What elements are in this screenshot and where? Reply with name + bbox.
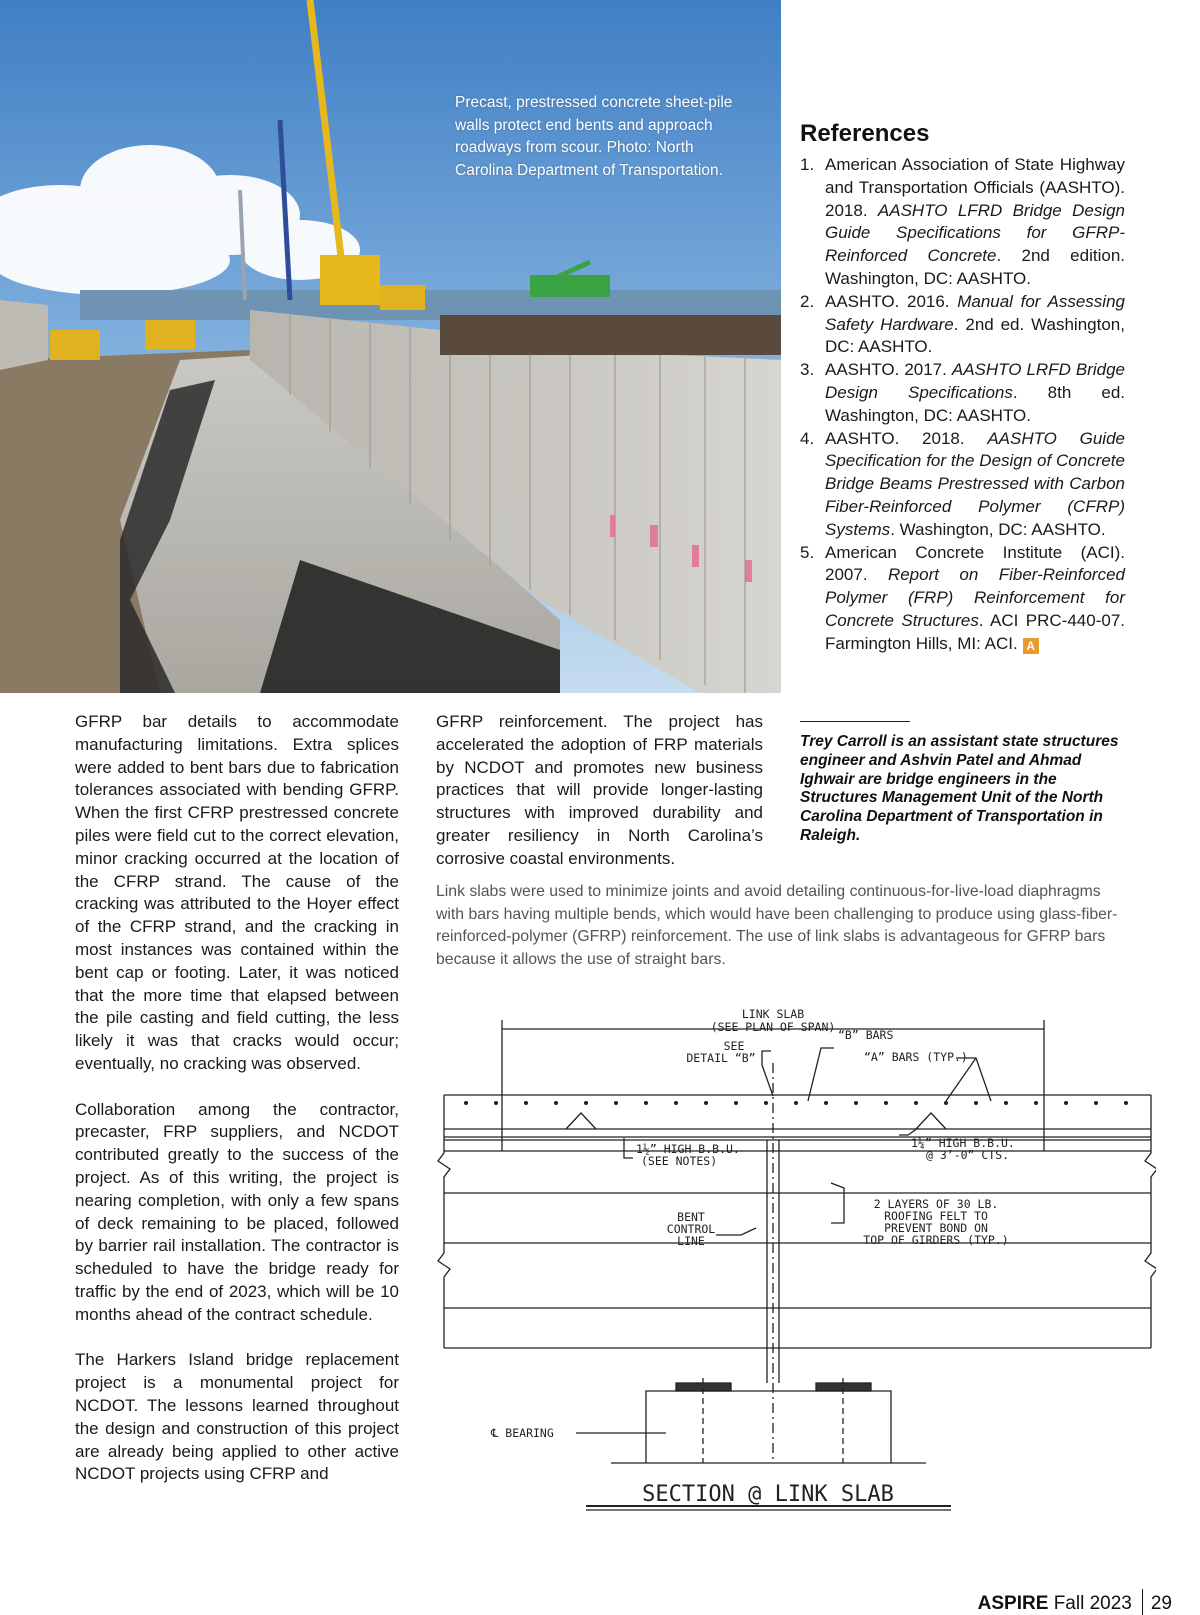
references-section <box>800 120 1125 656</box>
references-heading: References <box>800 120 930 147</box>
reference-publisher: . 2nd edition. Washington, DC: AASHTO. <box>825 246 1125 288</box>
construction-photo <box>0 0 781 693</box>
label-bent-1: BENT <box>677 1210 705 1224</box>
label-bbu-right-1: 1¼” HIGH B.B.U. <box>911 1136 1015 1150</box>
reference-item <box>800 291 1125 359</box>
reference-item <box>800 359 1125 427</box>
link-slab-section-drawing <box>436 1003 1156 1543</box>
reference-title: AASHTO Guide Specification for the Design of Concrete Bridge Beams Prestressed with Carbon Fiber-Reinforced Polymer (CFRP) Systems <box>825 428 1125 539</box>
reference-author-year: AASHTO. 2018. <box>825 428 988 448</box>
reference-publisher: . 8th ed. Washington, DC: AASHTO. <box>825 382 1125 425</box>
body-column-2 <box>436 711 763 893</box>
label-felt-1: 2 LAYERS OF 30 LB. <box>873 1197 999 1211</box>
label-bent-3: LINE <box>677 1234 705 1248</box>
label-see: SEE <box>723 1039 745 1053</box>
references-list <box>800 154 1125 656</box>
label-bbu-left-2: (SEE NOTES) <box>641 1154 718 1168</box>
reference-title: AASHTO LRFD Bridge Design Specifications <box>825 360 1125 402</box>
section-title: SECTION @ LINK SLAB <box>642 1482 894 1507</box>
label-bbu-left-1: 1½” HIGH B.B.U. <box>636 1142 740 1156</box>
reference-item <box>800 154 1125 291</box>
reference-author-year: American Association of State Highway and Transportation Officials (AASHTO). 2018. <box>825 155 1125 220</box>
paragraph: Collaboration among the contractor, precaster, FRP suppliers, and NCDOT contributed greatly to the success of the project. As of this writing, the project is nearing completion, with only a few spans of deck remaining to be placed, followed by barrier rail installation. The contractor is scheduled to have the bridge ready for traffic by the end of 2023, which will be 10 months ahead of the contract schedule. <box>75 1099 399 1324</box>
paragraph: GFRP reinforcement. The project has accelerated the adoption of FRP materials by NCDOT and promotes new business practices that will provide longer-lasting structures with improved durability and greater resiliency in North Carolina’s corrosive coastal environments. <box>436 712 763 868</box>
label-felt-3: PREVENT BOND ON <box>884 1221 988 1235</box>
reference-publisher: . Washington, DC: AASHTO. <box>890 519 1106 539</box>
reference-number: 3. <box>800 360 815 380</box>
reference-author-year: American Concrete Institute (ACI). 2007. <box>825 542 1125 585</box>
reference-title: AASHTO LFRD Bridge Design Guide Specifications for GFRP-Reinforced Concrete <box>825 200 1126 266</box>
reference-publisher: . ACI PRC-440-07. Farmington Hills, MI: ACI. <box>825 610 1125 653</box>
bio-divider <box>800 721 910 722</box>
reference-title: Report on Fiber-Reinforced Polymer (FRP) Reinforcement for Concrete Structures <box>825 565 1125 630</box>
footer-divider <box>1142 1589 1143 1615</box>
author-bio: Trey Carroll is an assistant state structures engineer and Ashvin Patel and Ahmad Ighwair are bridge engineers in the Structures Management Unit of the North Carolina Department of Transportation in Raleigh. <box>800 733 1119 844</box>
reference-author-year: AASHTO. 2017. <box>825 360 952 380</box>
magazine-name: ASPIRE <box>977 1593 1049 1614</box>
section-drawing-svg <box>436 1003 1156 1543</box>
label-b-bars: “B” BARS <box>838 1028 894 1042</box>
reference-author-year: AASHTO. 2016. <box>825 291 958 311</box>
paragraph: GFRP bar details to accommodate manufacturing limitations. Extra splices were added to bent bars due to fabrication tolerances associated with bending GFRP. When the first CFRP prestressed concrete piles were field cut to the correct elevation, minor cracking occurred at the location of the CFRP strand. The cause of the cracking was attributed to the Hoyer effect of the CFRP strand, and the cracking in most instances was contained within the bent cap or footing. Later, it was noticed that the more time that elapsed between the pile casting and field cutting, the less likely it was that cracks would occur; eventually, no cracking was observed. <box>75 712 399 1073</box>
reference-number: 2. <box>800 291 815 311</box>
label-bent-2: CONTROL <box>666 1222 716 1236</box>
label-detail-b: DETAIL “B” <box>686 1051 756 1065</box>
label-link-slab: LINK SLAB <box>741 1007 805 1021</box>
reference-title: Manual for Assessing Safety Hardware <box>825 291 1125 334</box>
page-number: 29 <box>1150 1593 1172 1614</box>
label-felt-2: ROOFING FELT TO <box>884 1209 988 1223</box>
issue-label: Fall 2023 <box>1053 1593 1132 1614</box>
paragraph: The Harkers Island bridge replacement project is a monumental project for NCDOT. The lessons learned throughout the design and construction of this project are already being applied to other active NCDOT projects using CFRP and <box>75 1350 399 1484</box>
label-a-bars: “A” BARS (TYP.) <box>864 1050 968 1064</box>
photo-caption: Precast, prestressed concrete sheet-pile walls protect end bents and approach roadways from scour. Photo: North Carolina Department of Transportation. <box>455 94 733 179</box>
reference-item <box>800 428 1125 542</box>
body-column-1 <box>75 711 399 1509</box>
reference-number: 1. <box>800 155 815 174</box>
reference-item <box>800 542 1125 656</box>
reference-number: 5. <box>800 542 815 562</box>
label-see-plan: (SEE PLAN OF SPAN) <box>710 1020 836 1034</box>
figure-caption: Link slabs were used to minimize joints and avoid detailing continuous-for-live-load diaphragms with bars having multiple bends, which would have been challenging to produce using glass-fiber-reinforced-polymer (GFRP) reinforcement. The use of link slabs is advantageous for GFRP bars because it allows the use of straight bars. <box>436 883 1118 968</box>
label-felt-4: TOP OF GIRDERS (TYP.) <box>863 1233 1009 1247</box>
page-footer <box>978 1589 1172 1615</box>
reference-number: 4. <box>800 428 815 448</box>
label-bearing: ℄ BEARING <box>491 1426 554 1440</box>
label-bbu-right-2: @ 3’-0” CTS. <box>926 1148 1010 1162</box>
end-mark-icon: A <box>1023 638 1039 654</box>
reference-publisher: . 2nd ed. Washington, DC: AASHTO. <box>825 314 1125 357</box>
